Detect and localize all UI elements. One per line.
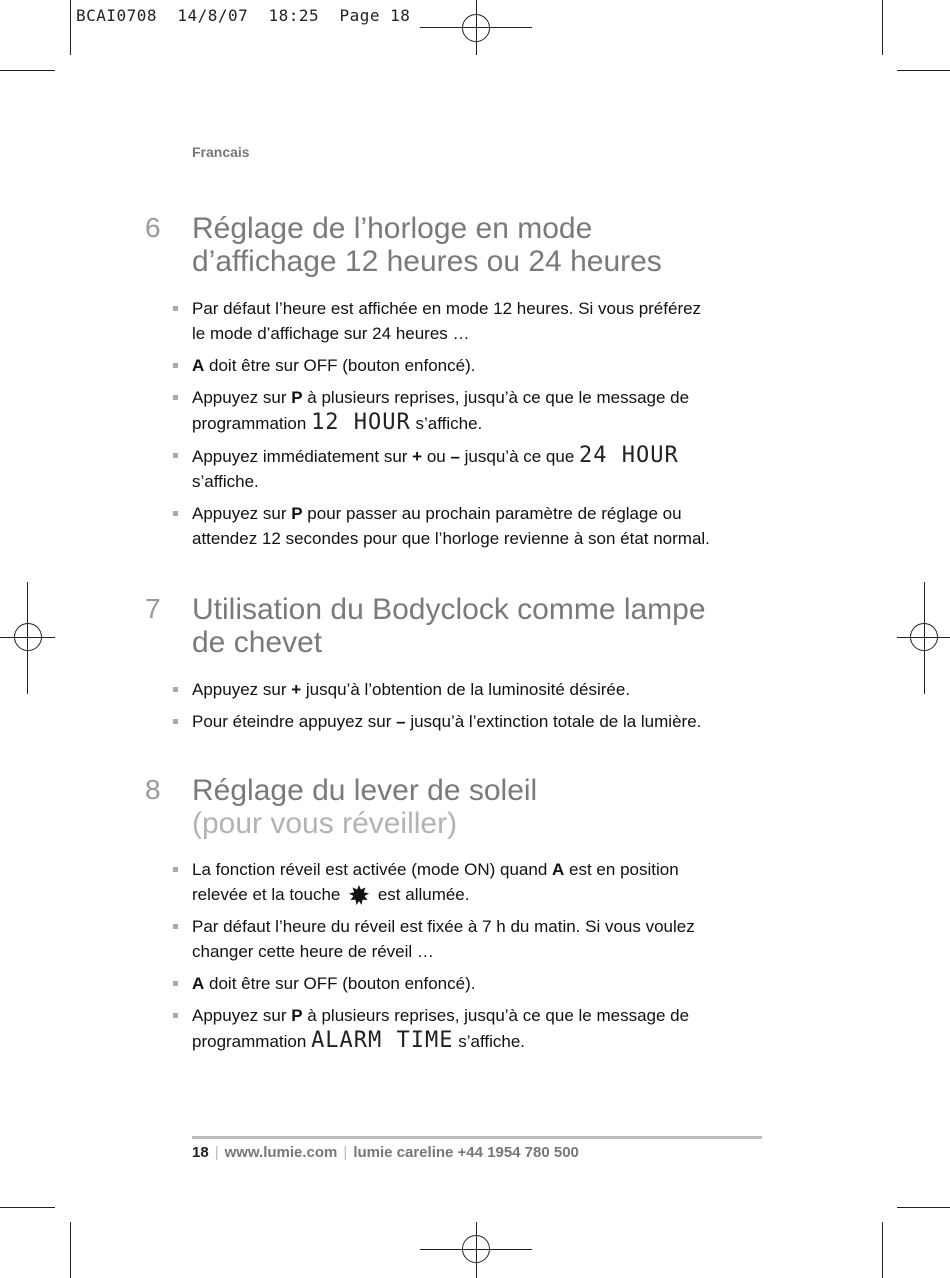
print-slug: BCAI0708 14/8/07 18:25 Page 18	[76, 6, 411, 25]
key-label: –	[396, 712, 406, 731]
bullet-text: programmation	[192, 414, 312, 433]
bullet-text: Par défaut l’heure est affichée en mode 12 heures. Si vous préférez	[192, 299, 702, 318]
section-title-line: Réglage de l’horloge en mode	[192, 212, 593, 245]
section-title-line: d’affichage 12 heures ou 24 heures	[192, 245, 662, 278]
bullet-text: à plusieurs reprises, jusqu’à ce que le message de	[302, 388, 690, 407]
key-label: P	[291, 388, 303, 407]
footer-separator: |	[214, 1144, 219, 1161]
key-label: +	[291, 680, 302, 699]
crop-mark-tl-h	[0, 70, 55, 71]
bullet-text: attendez 12 secondes pour que l’horloge revienne à son état normal.	[192, 529, 710, 548]
list-item	[192, 1003, 762, 1054]
website-link[interactable]: www.lumie.com	[224, 1144, 338, 1161]
sun-button-icon	[349, 885, 369, 905]
list-item	[192, 677, 762, 702]
bullet-text: s’affiche.	[192, 472, 259, 491]
careline-text: lumie careline +44 1954 780 500	[353, 1144, 579, 1161]
bullet-text: Appuyez sur	[192, 388, 292, 407]
section-title-line: de chevet	[192, 626, 323, 659]
bullet-text: est allumée.	[373, 885, 470, 904]
bullet-text: Appuyez immédiatement sur	[192, 447, 413, 466]
page-number: 18	[192, 1144, 209, 1161]
key-label: P	[291, 1006, 303, 1025]
bullet-text: changer cette heure de réveil …	[192, 942, 434, 961]
crop-mark-tr-h	[897, 70, 950, 71]
bullet-text: Pour éteindre appuyez sur	[192, 712, 397, 731]
bullet-text: jusqu’à ce que	[459, 447, 580, 466]
footer-separator: |	[343, 1144, 348, 1161]
bullet-text: Par défaut l’heure du réveil est fixée à 7 h du matin. Si vous voulez	[192, 917, 695, 936]
section-number: 7	[145, 593, 161, 624]
section-title-line: Réglage du lever de soleil	[192, 774, 538, 807]
bullet-text: pour passer au prochain paramètre de réglage ou	[302, 504, 682, 523]
section-title-line: Utilisation du Bodyclock comme lampe	[192, 593, 706, 626]
bullet-text: relevée et la touche	[192, 885, 346, 904]
crop-mark-bl-h	[0, 1207, 55, 1208]
key-label: P	[291, 504, 303, 523]
crop-mark-bl-v	[70, 1222, 71, 1278]
bullet-text: jusqu’à l’extinction totale de la lumière.	[405, 712, 702, 731]
language-label: Francais	[192, 144, 250, 160]
bullet-list	[192, 677, 762, 741]
page-footer	[192, 1144, 579, 1161]
bullet-text: ou	[422, 447, 451, 466]
bullet-text: est en position	[564, 860, 679, 879]
crop-mark-tl-v	[70, 0, 71, 55]
key-label: A	[552, 860, 565, 879]
list-item	[192, 353, 762, 378]
footer-rule	[192, 1136, 762, 1139]
list-item	[192, 296, 762, 346]
list-item	[192, 914, 762, 964]
lcd-message: 12 HOUR	[311, 410, 411, 435]
section-subtitle: (pour vous réveiller)	[192, 807, 458, 840]
key-label: A	[192, 974, 205, 993]
crop-mark-br-h	[897, 1207, 950, 1208]
bullet-text: Appuyez sur	[192, 504, 292, 523]
crop-mark-br-v	[882, 1222, 883, 1278]
section-title	[192, 774, 537, 840]
list-item	[192, 385, 762, 436]
list-item	[192, 971, 762, 996]
section-number: 6	[145, 212, 161, 243]
list-item	[192, 501, 762, 551]
section-number: 8	[145, 774, 161, 805]
crop-mark-tr-v	[882, 0, 883, 55]
bullet-text: Appuyez sur	[192, 680, 292, 699]
bullet-list	[192, 296, 762, 558]
section-title	[192, 593, 706, 659]
bullet-text: s’affiche.	[453, 1032, 526, 1051]
bullet-text: le mode d’affichage sur 24 heures …	[192, 324, 470, 343]
key-label: +	[412, 447, 423, 466]
list-item	[192, 857, 762, 907]
bullet-text: s’affiche.	[410, 414, 483, 433]
key-label: A	[192, 356, 205, 375]
list-item	[192, 443, 762, 494]
bullet-text: à plusieurs reprises, jusqu’à ce que le message de	[302, 1006, 690, 1025]
list-item	[192, 709, 762, 734]
bullet-text: La fonction réveil est activée (mode ON) quand	[192, 860, 553, 879]
lcd-message: 24 HOUR	[579, 443, 679, 468]
bullet-list	[192, 857, 762, 1061]
bullet-text: programmation	[192, 1032, 312, 1051]
lcd-message: ALARM TIME	[311, 1028, 454, 1053]
bullet-text: doit être sur OFF (bouton enfoncé).	[204, 974, 476, 993]
bullet-text: Appuyez sur	[192, 1006, 292, 1025]
bullet-text: doit être sur OFF (bouton enfoncé).	[204, 356, 476, 375]
section-title	[192, 212, 662, 278]
key-label: –	[450, 447, 460, 466]
bullet-text: jusqu’à l’obtention de la luminosité désirée.	[301, 680, 631, 699]
